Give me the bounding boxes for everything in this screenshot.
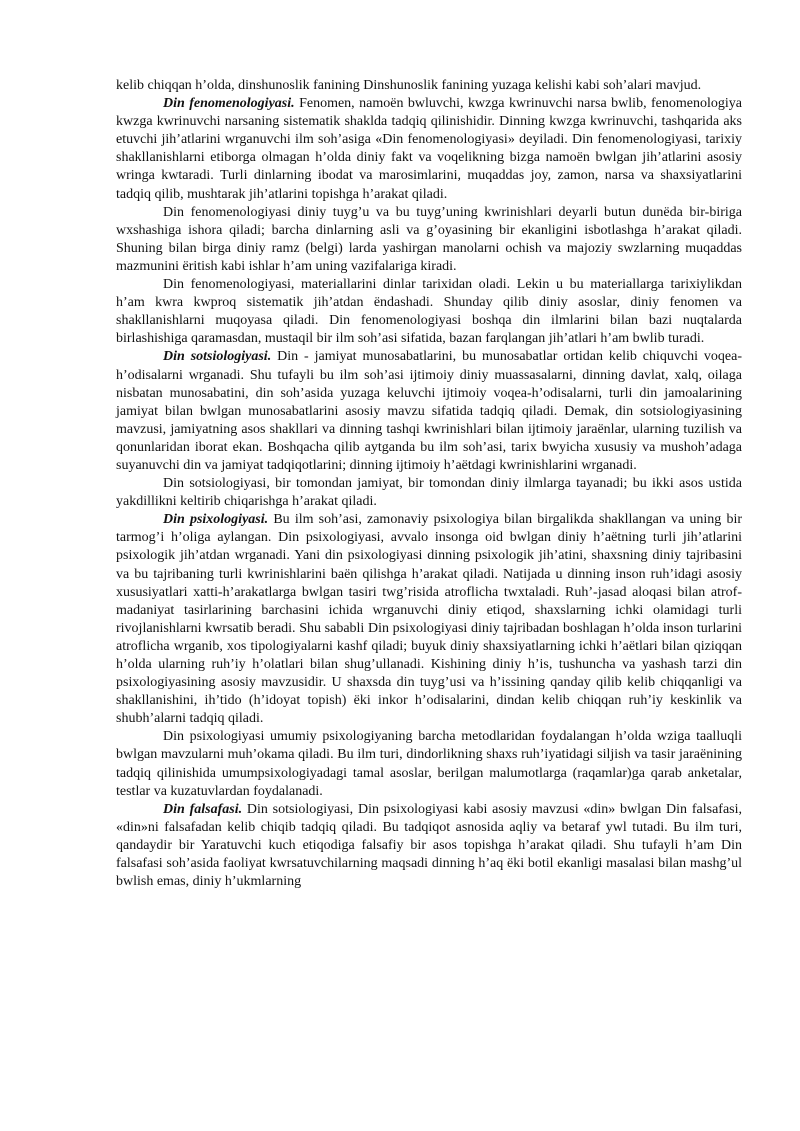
paragraph-psixologiya	[116, 511, 742, 728]
document-page	[116, 77, 742, 891]
paragraph-fenomenologiya-2	[116, 204, 742, 276]
paragraph-falsafa	[116, 801, 742, 891]
paragraph-text: Din sotsiologiyasi, bir tomondan jamiyat, bir tomondan diniy ilmlarga tayanadi; bu ikki asos ustida yakdillikni keltirib chiqarishga h’arakat qiladi.	[116, 476, 742, 510]
paragraph-text: kelib chiqqan h’olda, dinshunoslik fanining Dinshunoslik fanining yuzaga kelishi kabi soh’alari mavjud.	[116, 78, 702, 93]
paragraph-fenomenologiya-3	[116, 276, 742, 348]
paragraph-fenomenologiya	[116, 95, 742, 204]
paragraph-text: Din sotsiologiyasi, Din psixologiyasi kabi asosiy mavzusi «din» bwlgan Din falsafasi, «din»ni falsafadan kelib chiqib tadqiq qiladi. Bu tadqiqot asnosida aqliy va betaraf ywl tutadi. Bu ilm turi, qandaydir bir Yaratuvchi kuch etiqodiga falsafiy bir asos topishga h’arakat qiladi. Shu tufayli h’am Din falsafasi soh’asida faoliyat kwrsatuvchilarning maqsadi dinning h’aq ёki botil ekanligi masalasi bilan mashg’ul bwlish emas, diniy h’ukmlarning	[116, 801, 742, 890]
paragraph-text: Bu ilm soh’asi, zamonaviy psixologiya bilan birgalikda shakllangan va uning bir tarmog’i h’oliga aylangan. Din psixologiyasi, avvalo insonga oid bwlgan diniy h’aёtning turli jih’atlarini psixologik jih’atdan wrganadi. Yani din psixologiyasi dinning psixologik jih’atini, shaxsning diniy tajribasini va bu tajribaning turli kwrinishlarini baёn qilishga h’arakat qiladi. Natijada u dinning inson ruh’idagi asosiy xususiyatlari xatti-h’arakatlarga bwlgan tasiri twg’risida atroflicha twxtaladi. Ruh’-jasad aloqasi bilan atrof-madaniyat tasirlarining barchasini ichida wrganuvchi diniy etiqod, shaxslarning ichki olamidagi turli rivojlanishlarni kwrsatib beradi. Shu sababli Din psixologiyasi diniy tajribadan boshlagan h’olda inson turlarini atroflicha wrganib, xos tipologiyalarni kashf qiladi; buyuk diniy shaxsiyatlarning ichki h’aёtlari bilan qiziqqan h’olda ularning ruh’iy h’olatlari bilan shug’ullanadi. Kishining diniy h’is, tushuncha va yashash tarzi din psixologiyasining asosiy mavzusidir. U shaxsda din tuyg’usi va h’issining qanday qilib kelib chiqqanligi va shakllanishini, ih’tido (h’idoyat topish) ёki inkor h’odisalarini, dindan kelib chiqqan ruh’iy keskinlik va shubh’alarni tadqiq qiladi.	[116, 512, 742, 727]
section-heading: Din falsafasi.	[163, 801, 243, 817]
paragraph-psixologiya-2	[116, 728, 742, 800]
section-heading: Din fenomenologiyasi.	[163, 96, 295, 112]
paragraph-text: Din - jamiyat munosabatlarini, bu munosabatlar ortidan kelib chiquvchi voqea-h’odisalarni wrganadi. Shu tufayli bu ilm soh’asi ijtimoiy diniy muassasalarni, dinning davlat, xalq, oilaga nisbatan munosabatini, din soh’asida yuzaga keluvchi ijtimoiy voqea-h’odisalarni, turli din jamoalarining jamiyat bilan bwlgan munosabatlarini asosiy mavzu sifatida tadqiq qiladi. Demak, din sotsiologiyasining mavzusi, jamiyatning asos shakllari va dinning tashqi kwrinishlari bilan ijtimoiy jaraёnlar, ularning tuzilish va qonunlaridan iborat ekan. Boshqacha qilib aytganda bu ilm soh’asi, tarix bwyicha xususiy va mushoh’adaga suyanuvchi din va jamiyat tadqiqotlarini; dinning ijtimoiy h’aёtdagi kwrinishlarini wrganadi.	[116, 349, 742, 473]
paragraph-text: Din fenomenologiyasi diniy tuyg’u va bu tuyg’uning kwrinishlari deyarli butun dunёda bir-biriga wxshashiga ishora qiladi; barcha dinlarning asli va g’oyasining bir ekanligini isbotlashga h’arakat qiladi. Shuning bilan birga diniy ramz (belgi) larda yashirgan manolarni ochish va majoziy swzlarning muqaddas mazmunini ёritish kabi ishlar h’am uning vazifalariga kiradi.	[116, 204, 742, 274]
paragraph-text: Din psixologiyasi umumiy psixologiyaning barcha metodlaridan foydalangan h’olda wziga taalluqli bwlgan mavzularni muh’okama qiladi. Bu ilm turi, dindorlikning shaxs ruh’iyatidagi siljish va tasir jaraёnining tadqiq qilinishida umumpsixologiyadagi tamal asoslar, berilgan malumotlarga (raqamlar)ga qarab anketalar, testlar va kuzatuvlardan foydalanadi.	[116, 729, 742, 799]
paragraph-sotsiologiya-2	[116, 475, 742, 511]
paragraph-text: Din fenomenologiyasi, materiallarini dinlar tarixidan oladi. Lekin u bu materiallarga tarixiylikdan h’am kwra kwproq sistematik jih’atdan ёndashadi. Shunday qilib diniy asoslar, diniy fenomen va shakllanishlarni muqoyasa qiladi. Din fenomenologiyasi boshqa din ilmlarini bilan bazi nuqtalarda birlashishiga qaramasdan, mustaqil bir ilm soh’asi sifatida, bazan farqlangan jih’atlari h’am bwlib turadi.	[116, 277, 742, 347]
paragraph-sotsiologiya	[116, 348, 742, 475]
section-heading: Din sotsiologiyasi.	[163, 349, 272, 365]
paragraph-text: Fenomen, namoёn bwluvchi, kwzga kwrinuvchi narsa bwlib, fenomenologiya kwzga kwrinuvchi narsaning sistematik shaklda tadqiq qilinishidir. Dinning kwzga kwrinuvchi, tashqarida aks etuvchi jih’atlarini wrganuvchi ilm soh’asiga «Din fenomenologiyasi» deyiladi. Din fenomenologiyasi, tarixiy shakllanishlarni etiborga olmagan h’olda diniy fakt va voqelikning bizga namoёn bwlgan jih’atlarini asosiy wringa kwtaradi. Turli dinlarning ibodat va marosimlarini, muqaddas joy, zamon, narsa va shaxsiyatlarini tadqiq qilib, mushtarak jih’atlarini topishga h’arakat qiladi.	[116, 96, 742, 202]
paragraph-intro	[116, 77, 742, 95]
section-heading: Din psixologiyasi.	[163, 512, 269, 528]
